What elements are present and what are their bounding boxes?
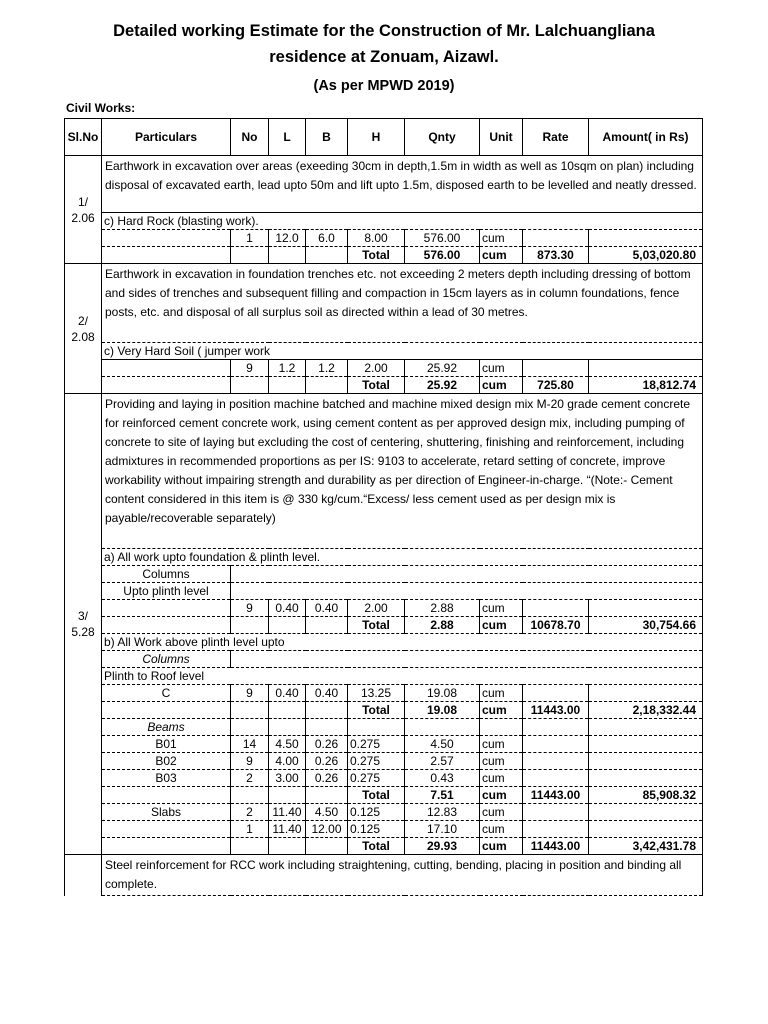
table-row (65, 736, 703, 753)
empty-cells (231, 651, 703, 668)
cell-h (348, 719, 405, 736)
cell-no (231, 787, 269, 804)
cell-rate (523, 753, 589, 770)
cell-qnty: 19.08 (405, 685, 480, 702)
total-amount: 5,03,020.80 (589, 247, 703, 264)
cell-qnty: 17.10 (405, 821, 480, 838)
total-amount: 2,18,332.44 (589, 702, 703, 719)
part-a-label-columns: Columns (102, 566, 231, 583)
cell-l: 0.40 (269, 600, 306, 617)
cell-no (231, 617, 269, 634)
cell-h: 2.00 (348, 360, 405, 377)
cell-l (269, 838, 306, 855)
item-subheading-row (65, 549, 703, 566)
col-b: B (306, 119, 348, 156)
cell-particulars (102, 702, 231, 719)
col-unit: Unit (480, 119, 523, 156)
total-qnty: 2.88 (405, 617, 480, 634)
total-row (65, 838, 703, 855)
cell-particulars (102, 230, 231, 247)
cell-particulars (102, 821, 231, 838)
table-row (65, 360, 703, 377)
table-row (65, 753, 703, 770)
cell-no: 9 (231, 360, 269, 377)
cell-h: 0.275 (348, 736, 405, 753)
cell-particulars: B01 (102, 736, 231, 753)
cell-b: 1.2 (306, 360, 348, 377)
col-l: L (269, 119, 306, 156)
cell-h: 2.00 (348, 600, 405, 617)
cell-b: 0.40 (306, 600, 348, 617)
cell-particulars (102, 377, 231, 394)
cell-unit: cum (480, 804, 523, 821)
cell-rate (523, 600, 589, 617)
total-label: Total (348, 247, 405, 264)
total-row (65, 377, 703, 394)
cell-h: 0.275 (348, 770, 405, 787)
total-unit: cum (480, 838, 523, 855)
total-unit: cum (480, 787, 523, 804)
cell-l: 11.40 (269, 821, 306, 838)
table-row (65, 770, 703, 787)
item-slno: 3/ 5.28 (65, 394, 102, 855)
item-description-row (65, 855, 703, 896)
total-amount: 30,754.66 (589, 617, 703, 634)
label-row (65, 719, 703, 736)
total-rate: 11443.00 (523, 838, 589, 855)
total-qnty: 576.00 (405, 247, 480, 264)
total-qnty: 19.08 (405, 702, 480, 719)
total-qnty: 25.92 (405, 377, 480, 394)
cell-l: 1.2 (269, 360, 306, 377)
empty-cells (231, 566, 703, 583)
part-a-heading: a) All work upto foundation & plinth level. (102, 549, 703, 566)
cell-unit: cum (480, 685, 523, 702)
cell-b: 6.0 (306, 230, 348, 247)
cell-amount (589, 770, 703, 787)
cell-particulars (102, 247, 231, 264)
total-label: Total (348, 377, 405, 394)
cell-h: 8.00 (348, 230, 405, 247)
cell-unit: cum (480, 230, 523, 247)
document-title-line2: residence at Zonuam, Aizawl. (269, 48, 499, 66)
total-amount: 85,908.32 (589, 787, 703, 804)
col-qnty: Qnty (405, 119, 480, 156)
total-qnty: 29.93 (405, 838, 480, 855)
cell-rate (523, 736, 589, 753)
label-row (65, 651, 703, 668)
col-rate: Rate (523, 119, 589, 156)
cell-rate (523, 804, 589, 821)
cell-unit: cum (480, 770, 523, 787)
beams-label: Beams (102, 719, 231, 736)
cell-qnty: 576.00 (405, 230, 480, 247)
total-rate: 10678.70 (523, 617, 589, 634)
cell-qnty (405, 719, 480, 736)
cell-unit: cum (480, 736, 523, 753)
cell-qnty: 2.57 (405, 753, 480, 770)
part-b-label-plinth: Plinth to Roof level (102, 668, 703, 685)
cell-no: 1 (231, 230, 269, 247)
cell-amount (589, 600, 703, 617)
cell-b: 0.26 (306, 753, 348, 770)
total-rate: 11443.00 (523, 702, 589, 719)
cell-l: 4.50 (269, 736, 306, 753)
item-subheading-row (65, 213, 703, 230)
total-label: Total (348, 617, 405, 634)
document-title: Detailed working Estimate for the Construction of Mr. Lalchuangliana (113, 22, 655, 40)
cell-unit: cum (480, 360, 523, 377)
cell-qnty: 4.50 (405, 736, 480, 753)
total-label: Total (348, 702, 405, 719)
item-subheading-row (65, 343, 703, 360)
col-amount: Amount( in Rs) (589, 119, 703, 156)
total-rate: 725.80 (523, 377, 589, 394)
cell-b (306, 617, 348, 634)
cell-b (306, 719, 348, 736)
col-h: H (348, 119, 405, 156)
cell-b (306, 247, 348, 264)
cell-b (306, 787, 348, 804)
item-description: Steel reinforcement for RCC work including straightening, cutting, bending, placing in position and binding all complete. (102, 855, 703, 896)
cell-l: 11.40 (269, 804, 306, 821)
total-row (65, 617, 703, 634)
cell-h: 0.275 (348, 753, 405, 770)
cell-amount (589, 360, 703, 377)
total-qnty: 7.51 (405, 787, 480, 804)
cell-unit: cum (480, 600, 523, 617)
cell-particulars: Slabs (102, 804, 231, 821)
cell-particulars (102, 838, 231, 855)
col-particulars: Particulars (102, 119, 231, 156)
cell-no: 9 (231, 685, 269, 702)
cell-rate (523, 821, 589, 838)
empty-cells (231, 583, 703, 600)
cell-qnty: 12.83 (405, 804, 480, 821)
cell-b: 0.26 (306, 770, 348, 787)
cell-no (231, 247, 269, 264)
cell-l: 0.40 (269, 685, 306, 702)
total-label: Total (348, 787, 405, 804)
cell-rate (523, 230, 589, 247)
part-b-heading: b) All Work above plinth level upto (102, 634, 703, 651)
cell-amount (589, 719, 703, 736)
cell-b: 4.50 (306, 804, 348, 821)
cell-b: 12.00 (306, 821, 348, 838)
item-subheading: c) Very Hard Soil ( jumper work (102, 343, 703, 360)
cell-unit: cum (480, 753, 523, 770)
total-row (65, 702, 703, 719)
cell-no: 2 (231, 770, 269, 787)
cell-amount (589, 736, 703, 753)
cell-h: 0.125 (348, 821, 405, 838)
cell-b (306, 377, 348, 394)
cell-rate (523, 719, 589, 736)
item-description-row (65, 156, 703, 213)
cell-qnty: 2.88 (405, 600, 480, 617)
item-description: Earthwork in excavation in foundation trenches etc. not exceeding 2 meters depth including dressing of bottom and sides of trenches and subsequent filling and compaction in 15cm layers as in column foundations, fence posts, etc. and disposal of all surplus soil as directed within a lead of 30 metres. (102, 264, 703, 343)
cell-particulars (102, 600, 231, 617)
table-header (65, 119, 703, 156)
cell-l (269, 787, 306, 804)
item-subheading-row (65, 634, 703, 651)
part-a-label-plinth: Upto plinth level (102, 583, 231, 600)
cell-rate (523, 360, 589, 377)
total-row (65, 787, 703, 804)
part-b-label-columns: Columns (102, 651, 231, 668)
cell-qnty: 25.92 (405, 360, 480, 377)
cell-particulars (102, 617, 231, 634)
total-row (65, 247, 703, 264)
cell-no (231, 377, 269, 394)
cell-l: 3.00 (269, 770, 306, 787)
cell-no: 1 (231, 821, 269, 838)
total-rate: 873.30 (523, 247, 589, 264)
table-row (65, 600, 703, 617)
cell-l: 12.0 (269, 230, 306, 247)
section-heading: Civil Works: (66, 101, 136, 115)
cell-unit (480, 719, 523, 736)
item-description-row (65, 394, 703, 549)
cell-rate (523, 770, 589, 787)
total-amount: 18,812.74 (589, 377, 703, 394)
table-row (65, 230, 703, 247)
cell-amount (589, 230, 703, 247)
cell-amount (589, 804, 703, 821)
label-row (65, 566, 703, 583)
cell-rate (523, 685, 589, 702)
item-slno (65, 855, 102, 896)
item-slno: 2/ 2.08 (65, 264, 102, 394)
cell-l (269, 617, 306, 634)
total-amount: 3,42,431.78 (589, 838, 703, 855)
cell-no: 9 (231, 600, 269, 617)
label-row (65, 668, 703, 685)
total-label: Total (348, 838, 405, 855)
cell-unit: cum (480, 821, 523, 838)
cell-no: 14 (231, 736, 269, 753)
cell-l (269, 719, 306, 736)
estimate-table (64, 118, 703, 896)
cell-l: 4.00 (269, 753, 306, 770)
table-row (65, 804, 703, 821)
cell-qnty: 0.43 (405, 770, 480, 787)
total-unit: cum (480, 247, 523, 264)
cell-l (269, 377, 306, 394)
cell-amount (589, 685, 703, 702)
document-subtitle: (As per MPWD 2019) (313, 78, 455, 94)
total-unit: cum (480, 377, 523, 394)
cell-l (269, 247, 306, 264)
cell-no: 9 (231, 753, 269, 770)
cell-particulars (102, 360, 231, 377)
col-no: No (231, 119, 269, 156)
cell-b (306, 702, 348, 719)
cell-b (306, 838, 348, 855)
cell-particulars: B02 (102, 753, 231, 770)
cell-particulars: B03 (102, 770, 231, 787)
item-description: Providing and laying in position machine batched and machine mixed design mix M-20 grade cement concrete for reinforced cement concrete work, using cement content as per approved design mix, including pumping of concrete to site of laying but excluding the cost of centering, shuttering, finishing and reinforcement, including admixtures in recommended proportions as per IS: 9103 to accelerate, retard setting of concrete, improve workability without impairing strength and durability as per direction of Engineer-in-charge. “(Note:- Cement content considered in this item is @ 330 kg/cum.“Excess/ less cement used as per design mix is payable/recoverable separately) (102, 394, 703, 549)
cell-b: 0.40 (306, 685, 348, 702)
cell-no (231, 838, 269, 855)
item-description-row (65, 264, 703, 343)
cell-particulars (102, 787, 231, 804)
table-row (65, 685, 703, 702)
cell-no: 2 (231, 804, 269, 821)
cell-no (231, 702, 269, 719)
col-slno: Sl.No (65, 119, 102, 156)
item-slno: 1/ 2.06 (65, 156, 102, 264)
item-description: Earthwork in excavation over areas (exeeding 30cm in depth,1.5m in width as well as 10sqm on plan) including disposal of excavated earth, lead upto 50m and lift upto 1.5m, disposed earth to be levelled and neatly dressed. (102, 156, 703, 213)
total-rate: 11443.00 (523, 787, 589, 804)
total-unit: cum (480, 702, 523, 719)
item-subheading: c) Hard Rock (blasting work). (102, 213, 703, 230)
cell-b: 0.26 (306, 736, 348, 753)
cell-amount (589, 753, 703, 770)
cell-no (231, 719, 269, 736)
label-row (65, 583, 703, 600)
cell-l (269, 702, 306, 719)
cell-amount (589, 821, 703, 838)
table-row (65, 821, 703, 838)
total-unit: cum (480, 617, 523, 634)
cell-particulars: C (102, 685, 231, 702)
cell-h: 0.125 (348, 804, 405, 821)
cell-h: 13.25 (348, 685, 405, 702)
